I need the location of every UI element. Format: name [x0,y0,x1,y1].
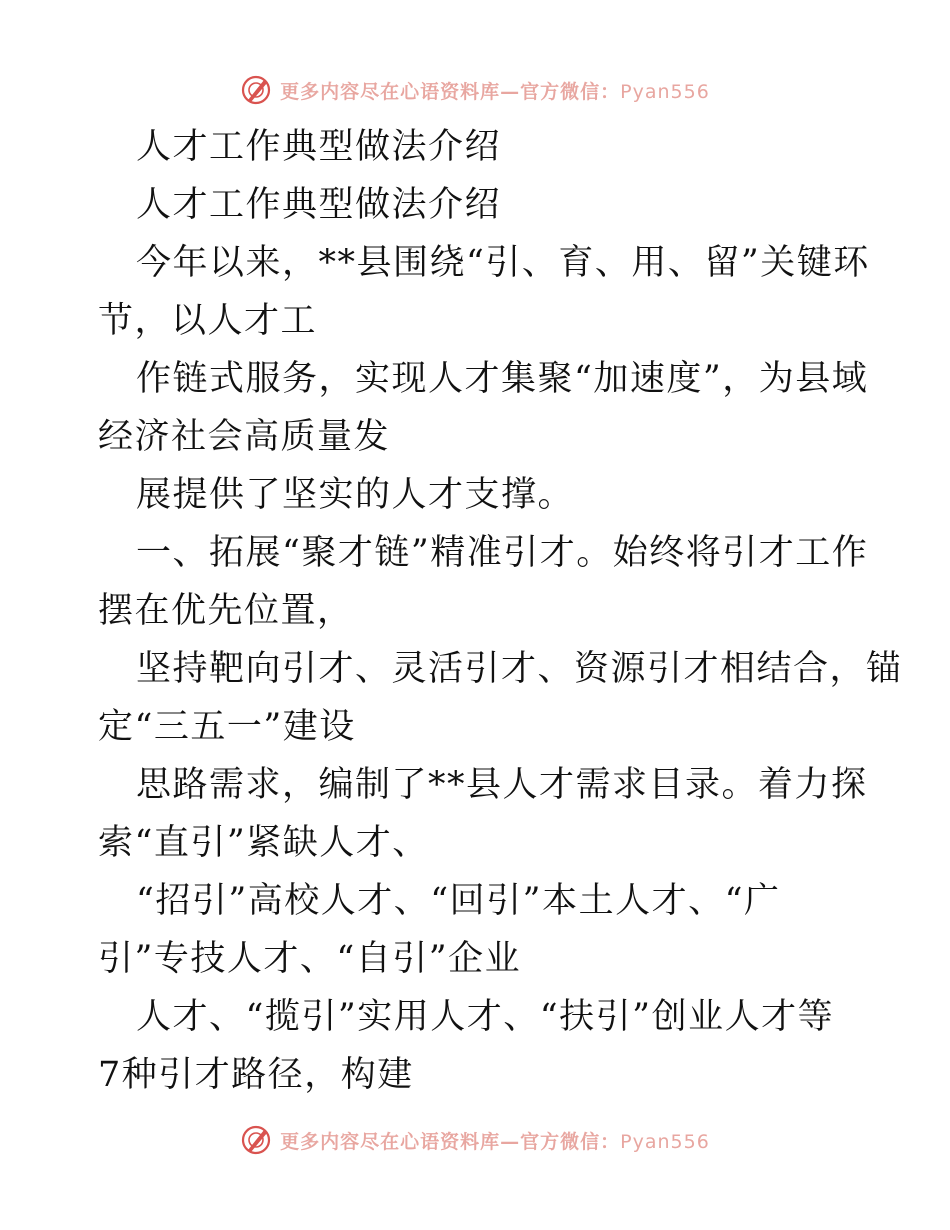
document-body [98,118,903,1104]
doc-paragraph-line: 坚持靶向引才、灵活引才、资源引才相结合，锚 [136,649,903,689]
doc-paragraph-line: 作链式服务，实现人才集聚“加速度”，为县域 [136,359,869,399]
pen-logo-icon [240,74,272,106]
doc-paragraph-line: 7种引才路径，构建 [98,1055,414,1095]
header-watermark-account: Pyan556 [620,80,710,103]
doc-paragraph-line: 展提供了坚实的人才支撑。 [136,475,575,515]
doc-paragraph-line: 一、拓展“聚才链”精准引才。始终将引才工作 [136,533,869,573]
footer-watermark-account: Pyan556 [620,1130,710,1153]
doc-paragraph-line: 思路需求，编制了**县人才需求目录。着力探 [136,765,868,805]
doc-title-line: 人才工作典型做法介绍 [136,127,502,167]
doc-paragraph-line: 今年以来，**县围绕“引、育、用、留”关键环 [136,243,870,283]
footer-watermark [0,1120,950,1160]
footer-watermark-text: 更多内容尽在心语资料库—官方微信：Pyan556 [280,1130,710,1153]
doc-paragraph-line: 节，以人才工 [98,301,318,341]
doc-paragraph-line: 经济社会高质量发 [98,417,391,457]
doc-paragraph-line: “招引”高校人才、“回引”本土人才、“广 [136,881,781,921]
doc-paragraph-line: 索“直引”紧缺人才、 [98,823,429,863]
doc-paragraph-line: 定“三五一”建设 [98,707,356,747]
doc-paragraph-line: 引”专技人才、“自引”企业 [98,939,522,979]
doc-paragraph-line: 摆在优先位置， [98,591,354,631]
pen-logo-icon [240,1124,272,1156]
doc-paragraph-line: 人才、“揽引”实用人才、“扶引”创业人才等 [136,997,835,1037]
header-watermark-text: 更多内容尽在心语资料库—官方微信：Pyan556 [280,80,710,103]
header-watermark [0,70,950,110]
doc-title-line: 人才工作典型做法介绍 [136,185,502,225]
